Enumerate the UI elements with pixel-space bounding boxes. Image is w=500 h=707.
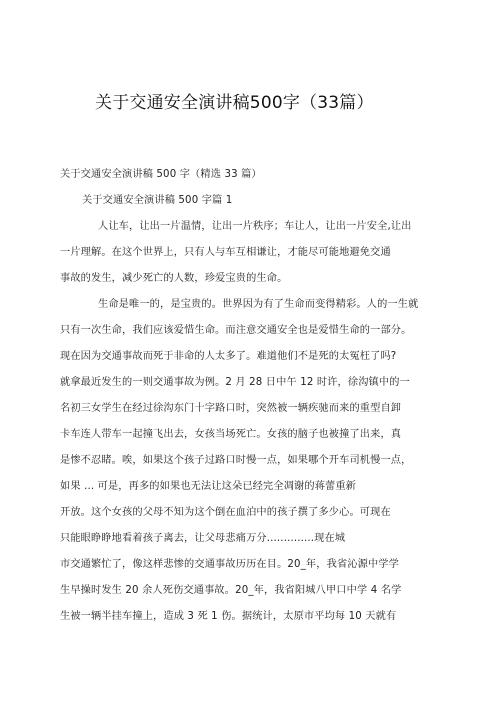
paragraph-line: 只有一次生命，我们应该爱惜生命。而注意交通安全也是爱惜生命的一部分。 [60, 325, 412, 336]
document-title: 关于交通安全演讲稿500字（33篇） [95, 93, 374, 113]
paragraph-line: 市交通繁忙了，像这样悲惨的交通事故历历在目。20_年，我省沁源中学学 [60, 559, 399, 570]
subtitle-line: 关于交通安全演讲稿 500 字（精选 33 篇） [60, 169, 262, 180]
section-heading: 关于交通安全演讲稿 500 字篇 1 [82, 195, 233, 206]
paragraph-line: 事故的发生，减少死亡的人数，珍爱宝贵的生命。 [60, 273, 288, 284]
paragraph-line: 生被一辆半挂车撞上，造成 3 死 1 伤。据统计，太原市平均每 10 天就有 [60, 611, 397, 622]
paragraph-line: 只能眼睁睁地看着孩子离去，让父母悲痛万分..............现在城 [60, 533, 346, 544]
paragraph-line: 名初三女学生在经过徐沟东门十字路口时，突然被一辆疾驰而来的重型自卸 [60, 403, 402, 414]
paragraph-line: 人让车，让出一片温情，让出一片秩序；车让人，让出一片安全,让出 [98, 221, 412, 232]
paragraph-line: 生早操时发生 20 余人死伤交通事故。20_年，我省阳城八甲口中学 4 名学 [60, 585, 402, 596]
paragraph-line: 卡车连人带车一起撞飞出去，女孩当场死亡。女孩的脑子也被撞了出来，真 [60, 429, 402, 440]
paragraph-line: 开放。这个女孩的父母不知为这个倒在血泊中的孩子撰了多少心。可现在 [60, 507, 391, 518]
paragraph-line: 现在因为交通事故而死于非命的人太多了。难道他们不是死的太冤枉了吗? [60, 351, 397, 362]
paragraph-line: 一片理解。在这个世界上，只有人与车互相谦让，才能尽可能地避免交通 [60, 247, 391, 258]
paragraph-line: 是惨不忍睹。唉，如果这个孩子过路口时慢一点，如果哪个开车司机慢一点， [60, 455, 412, 466]
paragraph-line: 就拿最近发生的一则交通事故为例。2 月 28 日中午 12 时许，徐沟镇中的一 [60, 377, 410, 388]
paragraph-line: 生命是唯一的，是宝贵的。世界因为有了生命而变得精彩。人的一生就 [98, 299, 419, 310]
paragraph-line: 如果 ... 可是，再多的如果也无法让这朵已经完全凋谢的蒋蕾重新 [60, 481, 357, 492]
